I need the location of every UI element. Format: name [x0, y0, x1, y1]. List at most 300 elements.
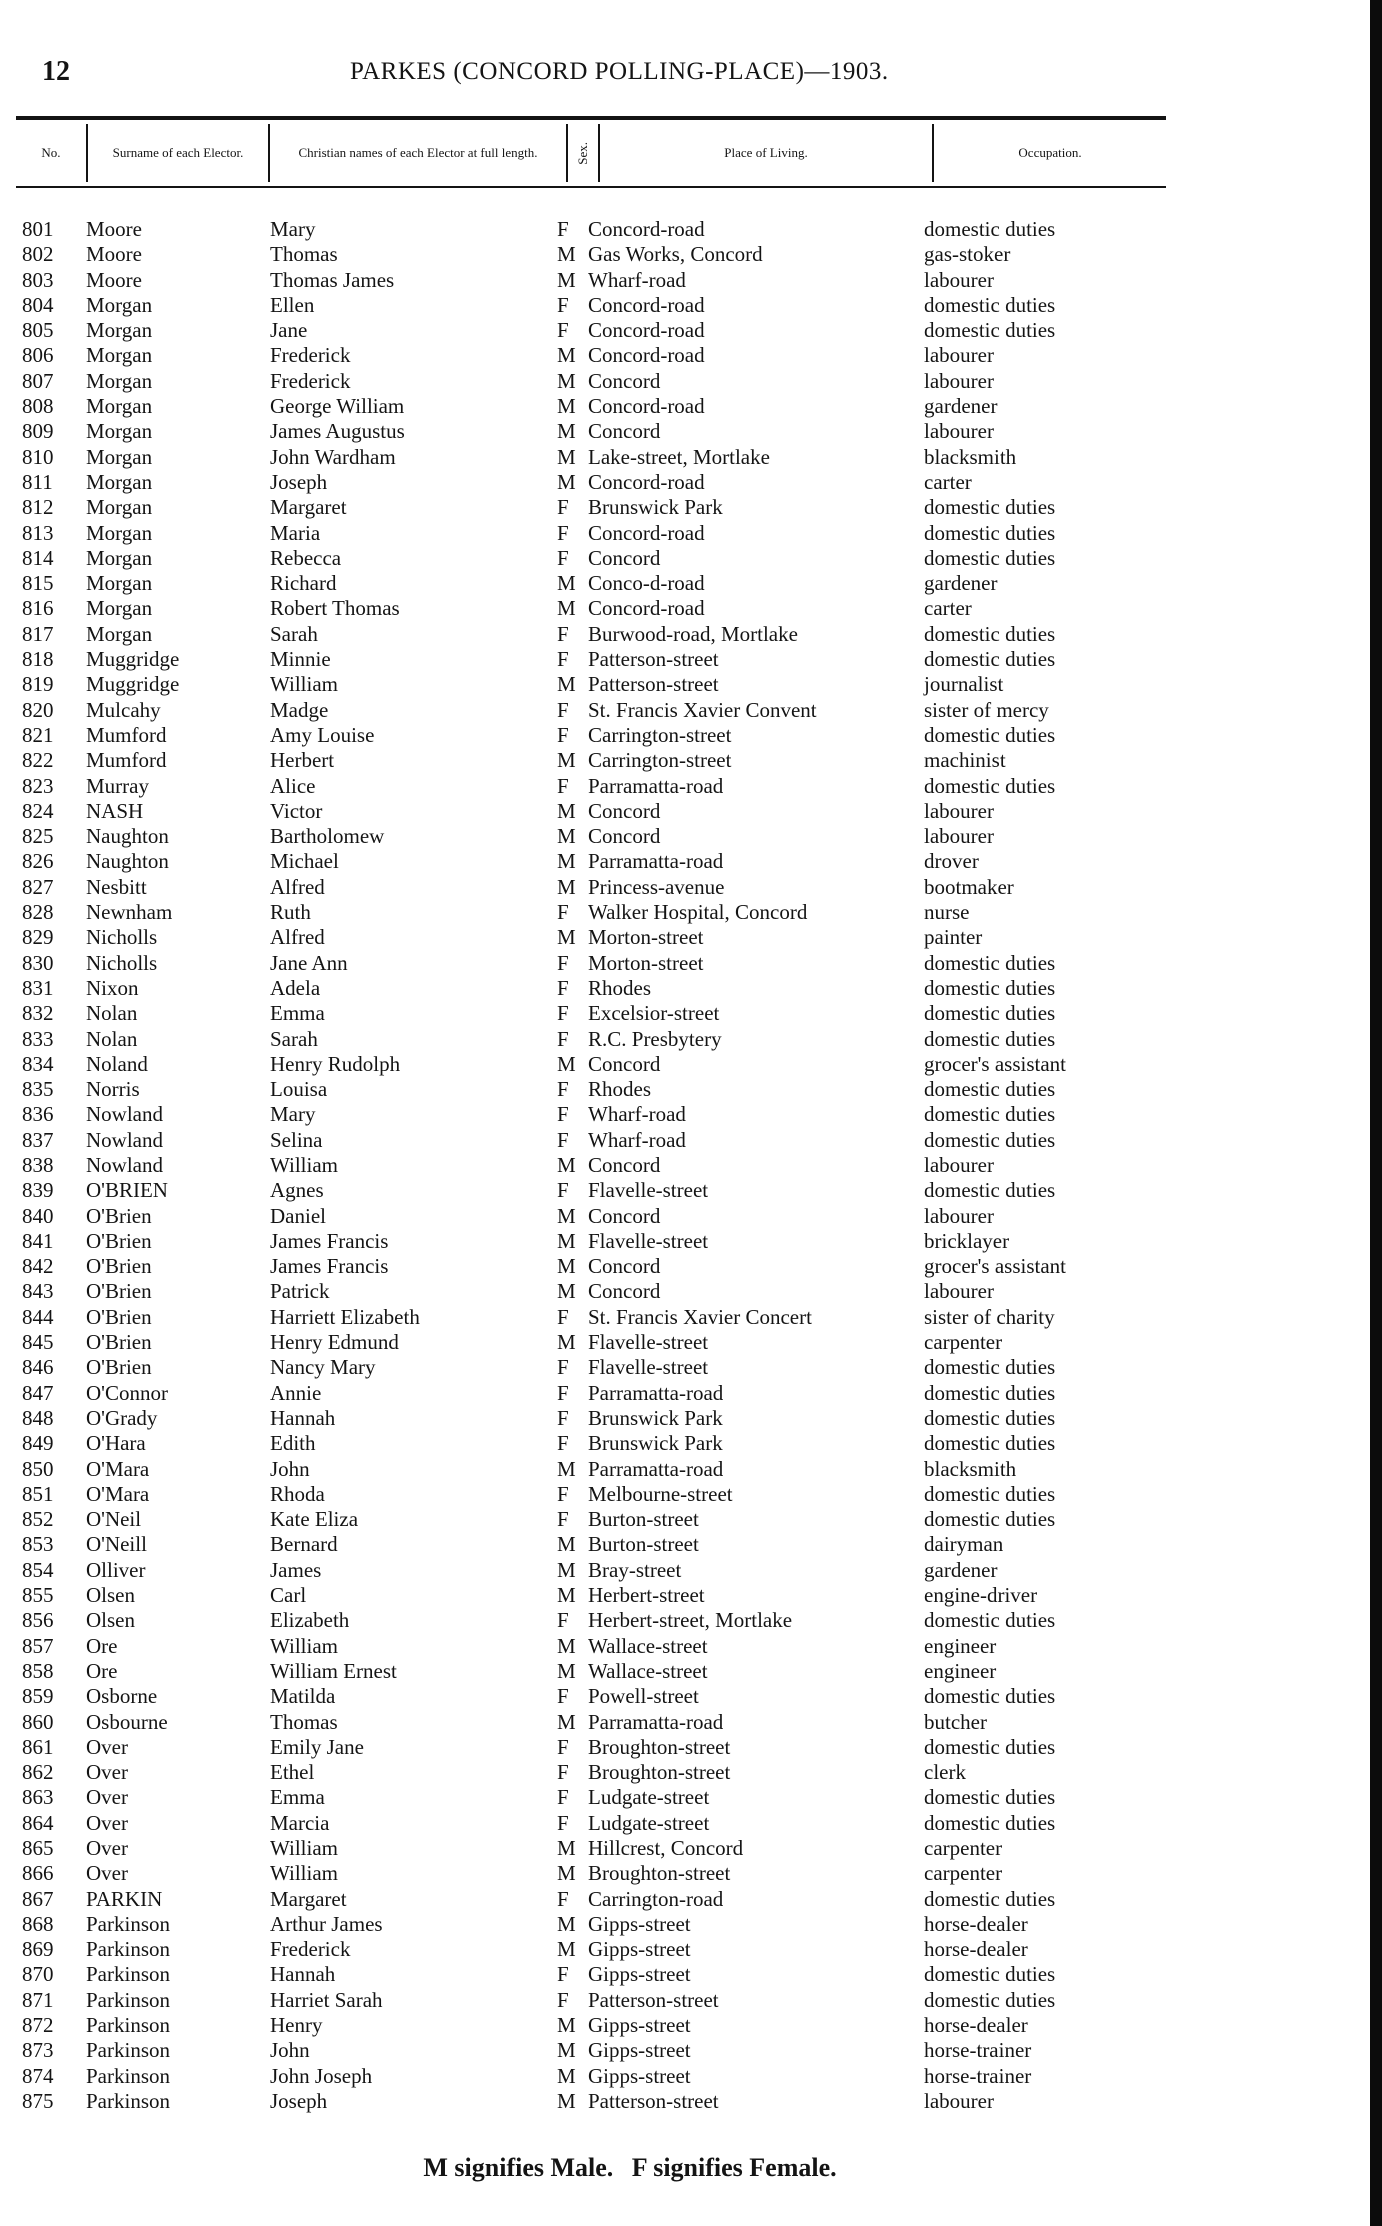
elector-row — [0, 2089, 1340, 2114]
elector-surname: O'Brien — [86, 1304, 152, 1329]
elector-christian-names: Michael — [270, 849, 339, 874]
elector-surname: Parkinson — [86, 1911, 170, 1936]
elector-christian-names: Richard — [270, 571, 337, 596]
elector-number: 809 — [22, 419, 54, 444]
elector-sex: M — [557, 267, 576, 292]
elector-place-of-living: Brunswick Park — [588, 495, 723, 520]
elector-christian-names: Amy Louise — [270, 722, 375, 747]
elector-sex: M — [557, 798, 576, 823]
elector-row — [0, 2013, 1340, 2038]
elector-christian-names: Alfred — [270, 925, 325, 950]
elector-place-of-living: St. Francis Xavier Concert — [588, 1304, 812, 1329]
elector-occupation: sister of mercy — [924, 697, 1049, 722]
elector-place-of-living: Concord-road — [588, 318, 705, 343]
elector-number: 838 — [22, 1152, 54, 1177]
elector-surname: Parkinson — [86, 2038, 170, 2063]
elector-christian-names: Madge — [270, 697, 329, 722]
elector-sex: M — [557, 1228, 576, 1253]
elector-occupation: labourer — [924, 267, 994, 292]
elector-row — [0, 293, 1340, 318]
elector-number: 865 — [22, 1836, 54, 1860]
elector-sex: F — [557, 1405, 569, 1430]
header-sex: Sex. — [575, 141, 590, 165]
elector-occupation: horse-trainer — [924, 2038, 1032, 2063]
elector-surname: O'Brien — [86, 1330, 152, 1355]
elector-place-of-living: Concord — [588, 1152, 661, 1177]
elector-row — [0, 1381, 1340, 1406]
elector-number: 817 — [22, 621, 54, 646]
elector-surname: Ore — [86, 1658, 118, 1683]
elector-row — [0, 445, 1340, 470]
elector-place-of-living: Gipps-street — [588, 1962, 691, 1987]
elector-place-of-living: Parramatta-road — [588, 1709, 724, 1734]
elector-row — [0, 1887, 1340, 1912]
elector-surname: Moore — [86, 242, 142, 267]
elector-christian-names: Matilda — [270, 1684, 336, 1709]
elector-surname: O'BRIEN — [86, 1178, 168, 1203]
elector-number: 841 — [22, 1228, 54, 1253]
elector-sex: M — [557, 1557, 576, 1582]
elector-sex: M — [557, 571, 576, 596]
elector-occupation: gardener — [924, 394, 998, 419]
elector-row — [0, 1710, 1340, 1735]
elector-surname: O'Neill — [86, 1532, 147, 1557]
elector-surname: Over — [86, 1861, 128, 1886]
elector-row — [0, 1659, 1340, 1684]
elector-row — [0, 925, 1340, 950]
elector-row — [0, 723, 1340, 748]
elector-number: 832 — [22, 1001, 54, 1026]
sex-legend — [0, 2153, 1260, 2183]
elector-sex: F — [557, 1481, 569, 1506]
elector-christian-names: William — [270, 1836, 338, 1860]
elector-place-of-living: Herbert-street — [588, 1583, 705, 1608]
elector-place-of-living: Concord — [588, 1203, 661, 1228]
elector-surname: Mumford — [86, 748, 167, 773]
elector-number: 827 — [22, 874, 54, 899]
male-legend: M signifies Male. — [423, 2153, 614, 2182]
elector-place-of-living: Gas Works, Concord — [588, 242, 763, 267]
elector-number: 807 — [22, 368, 54, 393]
elector-occupation: labourer — [924, 1152, 994, 1177]
elector-row — [0, 571, 1340, 596]
elector-occupation: bricklayer — [924, 1228, 1010, 1253]
elector-place-of-living: Lake-street, Mortlake — [588, 444, 770, 469]
elector-christian-names: Kate Eliza — [270, 1507, 359, 1532]
elector-surname: Nowland — [86, 1127, 163, 1152]
elector-surname: Nicholls — [86, 925, 158, 950]
elector-occupation: horse-dealer — [924, 1937, 1028, 1962]
elector-christian-names: Ruth — [270, 900, 311, 925]
elector-sex: M — [557, 394, 576, 419]
elector-occupation: drover — [924, 849, 979, 874]
elector-christian-names: Ethel — [270, 1760, 315, 1785]
elector-place-of-living: Carrington-street — [588, 748, 732, 773]
elector-surname: Olliver — [86, 1557, 146, 1582]
elector-occupation: gas-stoker — [924, 242, 1011, 267]
elector-occupation: labourer — [924, 824, 994, 849]
elector-occupation: clerk — [924, 1760, 966, 1785]
elector-place-of-living: Parramatta-road — [588, 849, 724, 874]
elector-surname: Over — [86, 1785, 128, 1810]
elector-christian-names: Herbert — [270, 748, 335, 773]
elector-row — [0, 672, 1340, 697]
elector-number: 850 — [22, 1456, 54, 1481]
elector-occupation: domestic duties — [924, 1077, 1056, 1102]
elector-number: 820 — [22, 697, 54, 722]
elector-christian-names: Joseph — [270, 2088, 328, 2113]
elector-occupation: domestic duties — [924, 495, 1056, 520]
elector-row — [0, 1355, 1340, 1380]
elector-christian-names: Maria — [270, 520, 321, 545]
elector-occupation: domestic duties — [924, 1481, 1056, 1506]
elector-sex: F — [557, 1077, 569, 1102]
elector-christian-names: Alfred — [270, 874, 325, 899]
elector-christian-names: John Joseph — [270, 2063, 373, 2088]
elector-surname: Naughton — [86, 849, 169, 874]
elector-row — [0, 1128, 1340, 1153]
elector-occupation: labourer — [924, 368, 994, 393]
elector-surname: Morgan — [86, 469, 153, 494]
elector-row — [0, 521, 1340, 546]
elector-number: 842 — [22, 1254, 54, 1279]
elector-number: 870 — [22, 1962, 54, 1987]
elector-occupation: domestic duties — [924, 1102, 1056, 1127]
elector-occupation: grocer's assistant — [924, 1254, 1066, 1279]
elector-christian-names: Hannah — [270, 1405, 336, 1430]
elector-surname: Nesbitt — [86, 874, 147, 899]
elector-sex: M — [557, 1633, 576, 1658]
elector-place-of-living: Burton-street — [588, 1532, 699, 1557]
elector-christian-names: Jane Ann — [270, 950, 348, 975]
elector-sex: F — [557, 1684, 569, 1709]
elector-number: 845 — [22, 1330, 54, 1355]
elector-number: 814 — [22, 545, 54, 570]
elector-place-of-living: Concord — [588, 419, 661, 444]
elector-number: 837 — [22, 1127, 54, 1152]
elector-surname: Olsen — [86, 1583, 135, 1608]
elector-place-of-living: Wallace-street — [588, 1633, 708, 1658]
elector-occupation: blacksmith — [924, 444, 1017, 469]
elector-christian-names: Arthur James — [270, 1911, 383, 1936]
elector-place-of-living: Concord — [588, 798, 661, 823]
elector-occupation: bootmaker — [924, 874, 1014, 899]
elector-surname: Newnham — [86, 900, 173, 925]
elector-row — [0, 1937, 1340, 1962]
elector-number: 805 — [22, 318, 54, 343]
elector-sex: F — [557, 722, 569, 747]
elector-number: 815 — [22, 571, 54, 596]
elector-number: 828 — [22, 900, 54, 925]
elector-christian-names: Joseph — [270, 469, 328, 494]
elector-surname: Parkinson — [86, 2063, 170, 2088]
elector-sex: M — [557, 596, 576, 621]
elector-row — [0, 1406, 1340, 1431]
elector-surname: Morgan — [86, 292, 153, 317]
elector-sex: M — [557, 1861, 576, 1886]
elector-christian-names: Frederick — [270, 343, 351, 368]
elector-number: 853 — [22, 1532, 54, 1557]
elector-place-of-living: Melbourne-street — [588, 1481, 733, 1506]
elector-place-of-living: Concord — [588, 824, 661, 849]
elector-row — [0, 1077, 1340, 1102]
elector-row — [0, 1785, 1340, 1810]
elector-number: 861 — [22, 1734, 54, 1759]
elector-place-of-living: Patterson-street — [588, 672, 719, 697]
elector-row — [0, 1760, 1340, 1785]
elector-place-of-living: Princess-avenue — [588, 874, 725, 899]
elector-place-of-living: Broughton-street — [588, 1734, 731, 1759]
elector-number: 843 — [22, 1279, 54, 1304]
elector-row — [0, 1811, 1340, 1836]
elector-number: 803 — [22, 267, 54, 292]
elector-surname: Morgan — [86, 318, 153, 343]
elector-surname: Morgan — [86, 545, 153, 570]
elector-sex: F — [557, 217, 569, 241]
elector-sex: F — [557, 1886, 569, 1911]
elector-sex: M — [557, 1330, 576, 1355]
elector-number: 810 — [22, 444, 54, 469]
elector-occupation: horse-dealer — [924, 1911, 1028, 1936]
elector-sex: M — [557, 1532, 576, 1557]
elector-surname: O'Neil — [86, 1507, 142, 1532]
elector-place-of-living: Hillcrest, Concord — [588, 1836, 744, 1860]
elector-sex: F — [557, 520, 569, 545]
elector-sex: F — [557, 1026, 569, 1051]
elector-row — [0, 1482, 1340, 1507]
elector-occupation: domestic duties — [924, 1785, 1056, 1810]
elector-row — [0, 343, 1340, 368]
elector-surname: Mumford — [86, 722, 167, 747]
elector-sex: M — [557, 419, 576, 444]
elector-place-of-living: Flavelle-street — [588, 1228, 709, 1253]
elector-occupation: dairyman — [924, 1532, 1004, 1557]
elector-row — [0, 1912, 1340, 1937]
elector-occupation: domestic duties — [924, 1178, 1056, 1203]
elector-number: 829 — [22, 925, 54, 950]
elector-place-of-living: Morton-street — [588, 950, 704, 975]
elector-christian-names: Agnes — [270, 1178, 324, 1203]
elector-row — [0, 546, 1340, 571]
elector-occupation: domestic duties — [924, 1886, 1056, 1911]
elector-row — [0, 1532, 1340, 1557]
elector-row — [0, 1583, 1340, 1608]
elector-christian-names: Henry Rudolph — [270, 1051, 401, 1076]
elector-christian-names: Jane — [270, 318, 308, 343]
elector-sex: F — [557, 1760, 569, 1785]
elector-place-of-living: Patterson-street — [588, 1987, 719, 2012]
elector-surname: Olsen — [86, 1608, 135, 1633]
elector-sex: F — [557, 1734, 569, 1759]
elector-number: 864 — [22, 1810, 54, 1835]
elector-number: 818 — [22, 647, 54, 672]
elector-surname: O'Brien — [86, 1254, 152, 1279]
elector-occupation: horse-dealer — [924, 2013, 1028, 2038]
elector-row — [0, 1431, 1340, 1456]
elector-christian-names: William — [270, 1152, 338, 1177]
elector-number: 808 — [22, 394, 54, 419]
elector-occupation: sister of charity — [924, 1304, 1055, 1329]
elector-sex: F — [557, 1380, 569, 1405]
elector-row — [0, 824, 1340, 849]
elector-christian-names: Henry — [270, 2013, 323, 2038]
elector-sex: M — [557, 2013, 576, 2038]
elector-place-of-living: Rhodes — [588, 975, 651, 1000]
elector-row — [0, 394, 1340, 419]
elector-christian-names: Thomas — [270, 242, 338, 267]
elector-occupation: labourer — [924, 1279, 994, 1304]
elector-surname: O'Mara — [86, 1456, 150, 1481]
elector-place-of-living: Concord — [588, 1279, 661, 1304]
header-no: No. — [41, 145, 61, 160]
elector-number: 801 — [22, 217, 54, 241]
elector-row — [0, 748, 1340, 773]
elector-sex: F — [557, 292, 569, 317]
elector-occupation: engineer — [924, 1633, 997, 1658]
elector-surname: Nowland — [86, 1102, 163, 1127]
elector-occupation: domestic duties — [924, 773, 1056, 798]
elector-occupation: labourer — [924, 798, 994, 823]
elector-place-of-living: Ludgate-street — [588, 1810, 710, 1835]
elector-number: 857 — [22, 1633, 54, 1658]
elector-christian-names: James Augustus — [270, 419, 405, 444]
elector-row — [0, 1204, 1340, 1229]
elector-surname: Ore — [86, 1633, 118, 1658]
elector-occupation: butcher — [924, 1709, 987, 1734]
elector-christian-names: Mary — [270, 1102, 316, 1127]
elector-number: 851 — [22, 1481, 54, 1506]
elector-christian-names: James Francis — [270, 1228, 389, 1253]
elector-row — [0, 622, 1340, 647]
elector-surname: Nolan — [86, 1026, 138, 1051]
elector-sex: M — [557, 824, 576, 849]
elector-number: 824 — [22, 798, 54, 823]
elector-christian-names: James Francis — [270, 1254, 389, 1279]
elector-sex: F — [557, 975, 569, 1000]
elector-row — [0, 900, 1340, 925]
elector-occupation: carter — [924, 469, 972, 494]
elector-place-of-living: Concord-road — [588, 394, 705, 419]
elector-occupation: carter — [924, 596, 972, 621]
elector-surname: NASH — [86, 798, 144, 823]
elector-place-of-living: Excelsior-street — [588, 1001, 720, 1026]
elector-sex: M — [557, 368, 576, 393]
elector-row — [0, 495, 1340, 520]
elector-sex: M — [557, 469, 576, 494]
elector-number: 860 — [22, 1709, 54, 1734]
elector-row — [0, 1861, 1340, 1886]
elector-row — [0, 698, 1340, 723]
elector-sex: M — [557, 2038, 576, 2063]
elector-sex: M — [557, 874, 576, 899]
elector-christian-names: Mary — [270, 217, 316, 241]
elector-place-of-living: Parramatta-road — [588, 773, 724, 798]
elector-christian-names: James — [270, 1557, 322, 1582]
elector-occupation: domestic duties — [924, 1001, 1056, 1026]
elector-row — [0, 1457, 1340, 1482]
elector-number: 802 — [22, 242, 54, 267]
elector-occupation: horse-trainer — [924, 2063, 1032, 2088]
elector-row — [0, 799, 1340, 824]
elector-christian-names: Adela — [270, 975, 321, 1000]
elector-number: 875 — [22, 2088, 54, 2113]
elector-place-of-living: Broughton-street — [588, 1760, 731, 1785]
elector-sex: F — [557, 950, 569, 975]
elector-surname: Morgan — [86, 495, 153, 520]
elector-sex: F — [557, 1102, 569, 1127]
elector-row — [0, 951, 1340, 976]
elector-sex: F — [557, 647, 569, 672]
elector-sex: M — [557, 1254, 576, 1279]
elector-surname: Nicholls — [86, 950, 158, 975]
elector-occupation: domestic duties — [924, 621, 1056, 646]
elector-number: 821 — [22, 722, 54, 747]
elector-number: 840 — [22, 1203, 54, 1228]
elector-number: 812 — [22, 495, 54, 520]
elector-row — [0, 774, 1340, 799]
elector-row — [0, 1330, 1340, 1355]
elector-occupation: painter — [924, 925, 983, 950]
elector-number: 811 — [22, 469, 53, 494]
elector-christian-names: Annie — [270, 1380, 322, 1405]
elector-number: 854 — [22, 1557, 54, 1582]
elector-christian-names: Minnie — [270, 647, 331, 672]
elector-row — [0, 470, 1340, 495]
elector-number: 835 — [22, 1077, 54, 1102]
elector-sex: M — [557, 1709, 576, 1734]
elector-occupation: grocer's assistant — [924, 1051, 1066, 1076]
elector-sex: F — [557, 1507, 569, 1532]
header-sex-cell — [568, 120, 598, 186]
elector-christian-names: William — [270, 1861, 338, 1886]
elector-surname: Morgan — [86, 520, 153, 545]
elector-christian-names: Frederick — [270, 368, 351, 393]
elector-number: 834 — [22, 1051, 54, 1076]
elector-surname: Moore — [86, 217, 142, 241]
elector-place-of-living: Flavelle-street — [588, 1330, 709, 1355]
elector-christian-names: Rebecca — [270, 545, 342, 570]
elector-occupation: labourer — [924, 1203, 994, 1228]
header-occupation: Occupation. — [1018, 145, 1082, 160]
elector-sex: M — [557, 1456, 576, 1481]
elector-place-of-living: Carrington-street — [588, 722, 732, 747]
elector-surname: Osborne — [86, 1684, 158, 1709]
elector-surname: Nolan — [86, 1001, 138, 1026]
elector-surname: O'Grady — [86, 1405, 158, 1430]
elector-row — [0, 1254, 1340, 1279]
header-bottom-rule — [16, 186, 1166, 188]
page-edge-shadow — [1370, 0, 1382, 2226]
elector-place-of-living: Bray-street — [588, 1557, 682, 1582]
elector-christian-names: Henry Edmund — [270, 1330, 399, 1355]
elector-register — [0, 217, 1340, 2114]
elector-surname: Norris — [86, 1077, 140, 1102]
elector-surname: Osbourne — [86, 1709, 168, 1734]
elector-surname: Morgan — [86, 419, 153, 444]
elector-surname: Over — [86, 1810, 128, 1835]
elector-occupation: domestic duties — [924, 647, 1056, 672]
elector-number: 822 — [22, 748, 54, 773]
elector-christian-names: Margaret — [270, 495, 347, 520]
elector-place-of-living: Concord-road — [588, 520, 705, 545]
elector-row — [0, 2064, 1340, 2089]
header-christian-names: Christian names of each Elector at full length. — [298, 145, 538, 160]
elector-row — [0, 1608, 1340, 1633]
elector-number: 846 — [22, 1355, 54, 1380]
elector-surname: O'Brien — [86, 1279, 152, 1304]
header-place-of-living: Place of Living. — [724, 145, 808, 160]
elector-row — [0, 849, 1340, 874]
